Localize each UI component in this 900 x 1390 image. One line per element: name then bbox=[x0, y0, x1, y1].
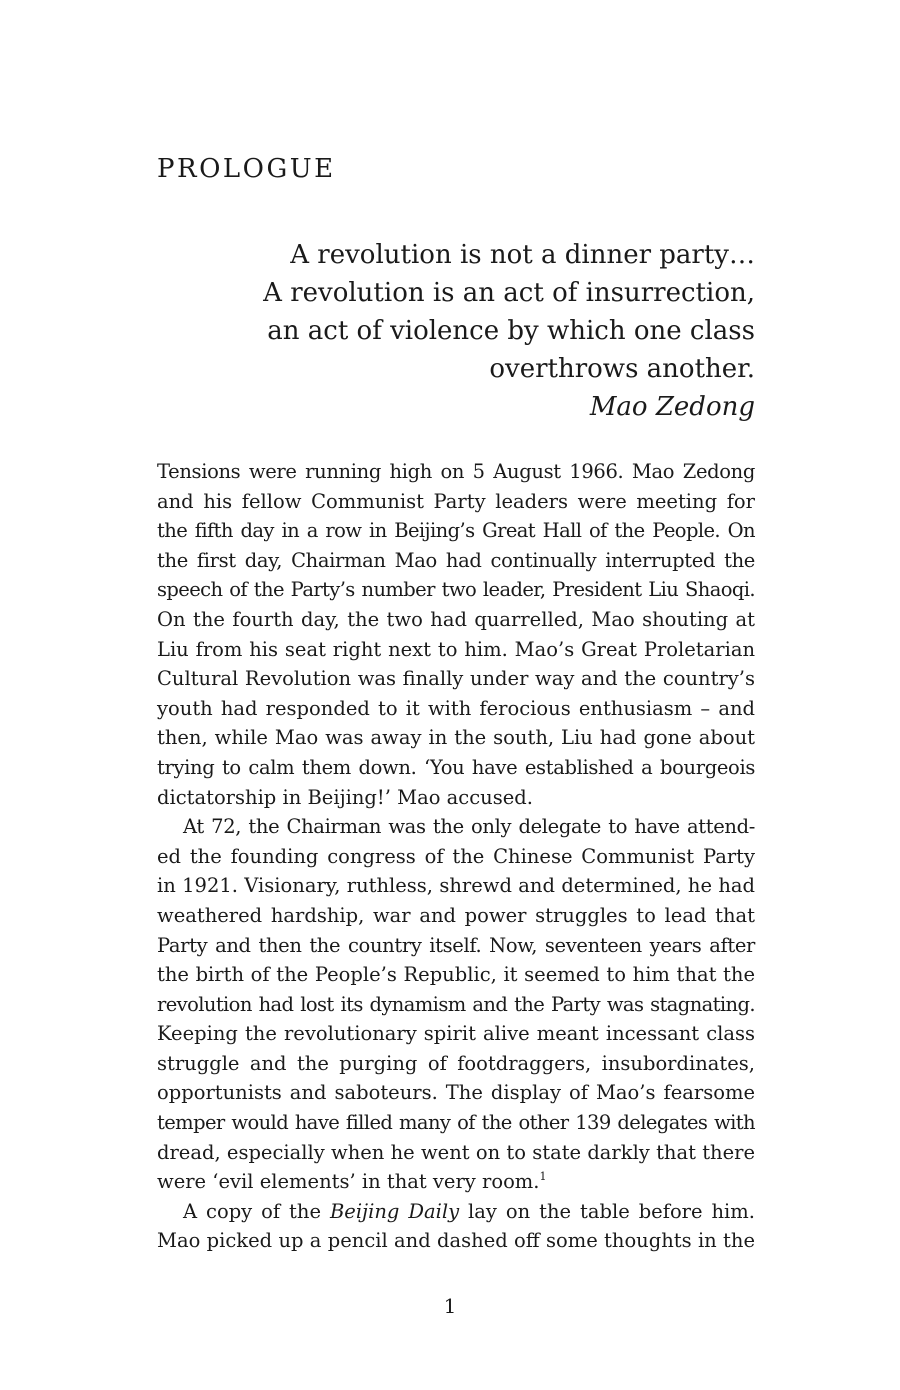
text-line: Party and then the country itself. Now, seventeen years after bbox=[157, 933, 755, 957]
text-line: in 1921. Visionary, ruthless, shrewd and determined, he had bbox=[157, 874, 755, 898]
text-line: weathered hardship, war and power struggles to lead that bbox=[157, 903, 755, 927]
epigraph bbox=[235, 236, 755, 426]
text-line: the fifth day in a row in Beijing’s Great Hall of the People. On bbox=[157, 519, 755, 543]
epigraph-line: an act of violence by which one class bbox=[267, 316, 755, 346]
text-line: the first day, Chairman Mao had continually interrupted the bbox=[157, 548, 755, 572]
newspaper-title: Beijing Daily bbox=[329, 1199, 460, 1223]
text-line: struggle and the purging of footdraggers, insubordinates, bbox=[157, 1051, 755, 1075]
text-line: revolution had lost its dynamism and the Party was stagnating. bbox=[157, 992, 755, 1016]
epigraph-author: Mao Zedong bbox=[589, 392, 755, 422]
text-line: then, while Mao was away in the south, Liu had gone about bbox=[157, 726, 755, 750]
text-line bbox=[157, 1197, 755, 1227]
text-line: At 72, the Chairman was the only delegate to have attend- bbox=[183, 815, 755, 839]
text-line: dictatorship in Beijing!’ Mao accused. bbox=[157, 785, 533, 809]
text-line: trying to calm them down. ‘You have established a bourgeois bbox=[157, 755, 755, 779]
text-line bbox=[157, 1167, 755, 1197]
text-line: the birth of the People’s Republic, it seemed to him that the bbox=[157, 963, 755, 987]
text-line: opportunists and saboteurs. The display of Mao’s fearsome bbox=[157, 1081, 755, 1105]
chapter-title: PROLOGUE bbox=[157, 154, 336, 184]
text-line: Keeping the revolutionary spirit alive meant incessant class bbox=[157, 1022, 755, 1046]
text-line: dread, especially when he went on to state darkly that there bbox=[157, 1140, 755, 1164]
text-fragment: lay on the table before him. bbox=[459, 1199, 755, 1223]
text-line: temper would have filled many of the other 139 delegates with bbox=[157, 1111, 755, 1135]
text-fragment: were ‘evil elements’ in that very room. bbox=[157, 1170, 540, 1194]
epigraph-line: overthrows another. bbox=[489, 354, 755, 384]
text-fragment: A copy of the bbox=[183, 1199, 330, 1223]
text-line: ed the founding congress of the Chinese Communist Party bbox=[157, 844, 755, 868]
text-line: Mao picked up a pencil and dashed off some thoughts in the bbox=[157, 1229, 755, 1253]
page-number: 1 bbox=[443, 1294, 457, 1318]
epigraph-line: A revolution is an act of insurrection, bbox=[263, 278, 755, 308]
text-line: On the fourth day, the two had quarrelled, Mao shouting at bbox=[157, 607, 755, 631]
body-text bbox=[157, 457, 755, 1256]
footnote-marker[interactable]: 1 bbox=[539, 1170, 547, 1184]
text-line: Liu from his seat right next to him. Mao’s Great Proletarian bbox=[157, 637, 755, 661]
text-line: Tensions were running high on 5 August 1966. Mao Zedong bbox=[157, 460, 755, 483]
text-line: speech of the Party’s number two leader, President Liu Shaoqi. bbox=[157, 578, 755, 602]
text-line: and his fellow Communist Party leaders were meeting for bbox=[157, 489, 755, 513]
epigraph-line: A revolution is not a dinner party… bbox=[290, 240, 755, 270]
text-line: Cultural Revolution was finally under way and the country’s bbox=[157, 667, 755, 691]
text-line: youth had responded to it with ferocious enthusiasm – and bbox=[157, 696, 755, 720]
